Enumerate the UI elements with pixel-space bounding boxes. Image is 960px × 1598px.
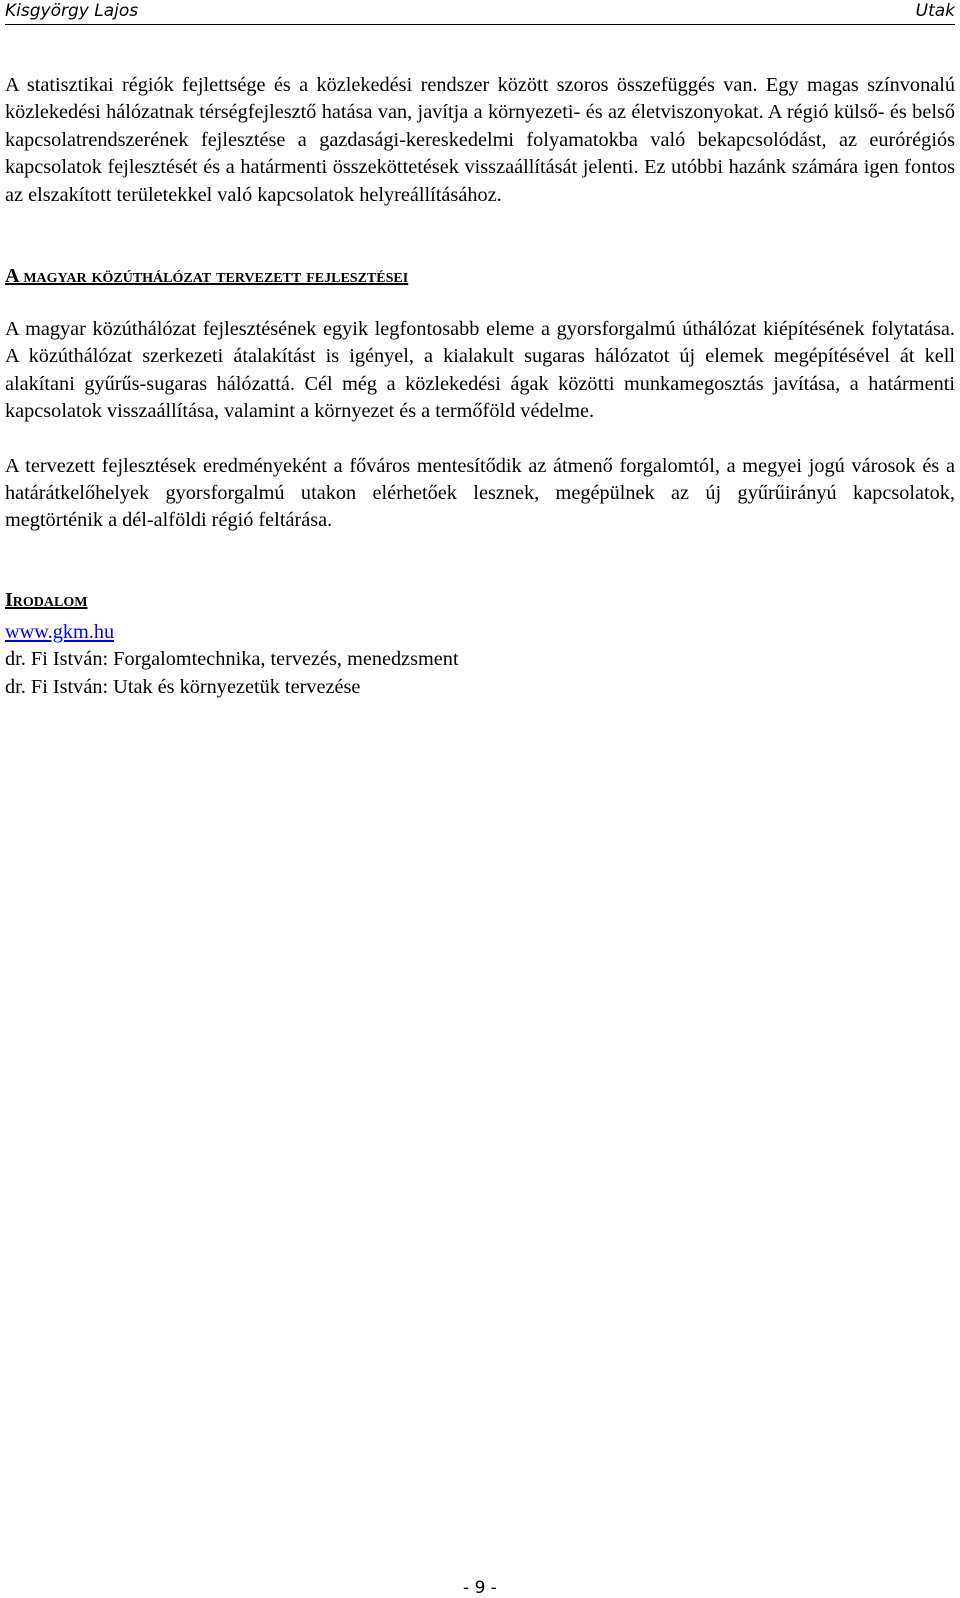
reference-item [5, 619, 955, 646]
header-author: Kisgyörgy Lajos [5, 1, 139, 21]
references-list [5, 619, 955, 701]
section-heading: A magyar közúthálózat tervezett fejlesztései [5, 265, 409, 288]
reference-link[interactable]: www.gkm.hu [5, 620, 115, 643]
page-number: - 9 - [463, 1578, 497, 1598]
paragraph-intro: A statisztikai régiók fejlettsége és a közlekedési rendszer között szoros összefüggés van. Egy magas színvonalú közlekedési hálózatnak térségfejlesztő hatása van, javítja a környezeti- és az életviszonyokat. A régió külső- és belső kapcsolatrendszerének fejlesztése a gazdasági-kereskedelmi folyamatokba való bekapcsolódást, az eurórégiós kapcsolatok fejlesztését és a határmenti összeköttetések visszaállítását jelenti. Ez utóbbi hazánk számára igen fontos az elszakított területekkel való kapcsolatok helyreállításához. [5, 74, 955, 206]
reference-item: dr. Fi István: Forgalomtechnika, tervezés, menedzsment [5, 648, 459, 671]
paragraph-development: A magyar közúthálózat fejlesztésének egyik legfontosabb eleme a gyorsforgalmú úthálózat kiépítésének folytatása. A közúthálózat szerkezeti átalakítást is igényel, a kialakult sugaras hálózatot új elemek megépítésével át kell alakítani gyűrűs-sugaras hálózattá. Cél még a közlekedési ágak közötti munkamegosztás javítása, a határmenti kapcsolatok visszaállítása, valamint a környezet és a termőföld védelme. [5, 318, 955, 423]
references-heading: Irodalom [5, 588, 88, 611]
paragraph-results: A tervezett fejlesztések eredményeként a főváros mentesítődik az átmenő forgalomtól, a megyei jogú városok és a határátkelőhelyek gyorsforgalmú utakon elérhetőek lesznek, megépülnek az új gyűrűirányú kapcsolatok, megtörténik a dél-alföldi régió feltárása. [5, 454, 955, 532]
header-title: Utak [915, 1, 955, 21]
document-body [5, 72, 955, 701]
running-header [5, 0, 955, 25]
reference-item: dr. Fi István: Utak és környezetük tervezése [5, 675, 361, 698]
